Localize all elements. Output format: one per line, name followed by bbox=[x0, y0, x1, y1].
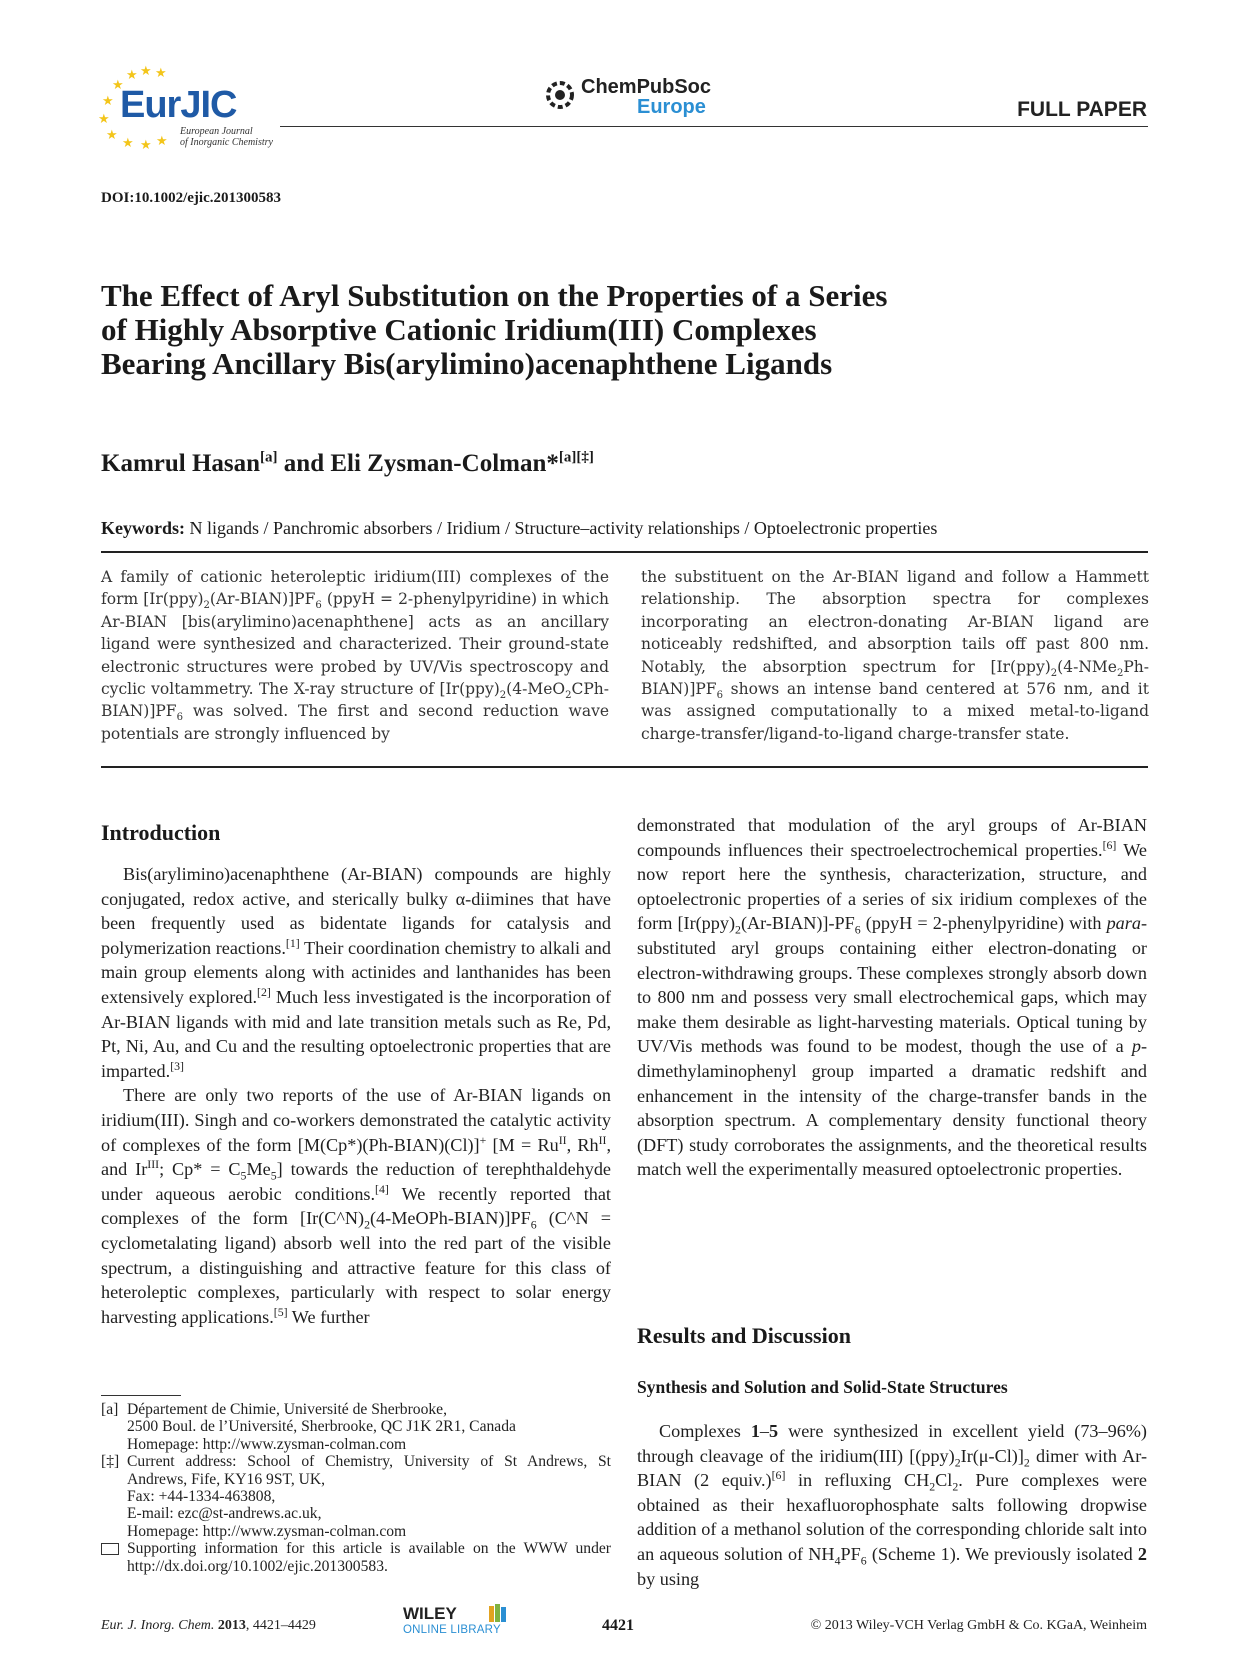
author-1: Kamrul Hasan bbox=[101, 450, 261, 477]
paragraph: Bis(arylimino)acenaphthene (Ar-BIAN) compounds are highly conjugated, redox active, and sterically bulky α-diimines that have been frequently used as bidentate ligands for catalysis and polymerization reactions.[1] Their coordination chemistry to alkali and main group elements along with actinides and lanthanides has been extensively explored.[2] Much less investigated is the incorporation of Ar-BIAN ligands with mid and late transition metals such as Re, Pd, Pt, Ni, Au, and Cu and the resulting optoelectronic properties that are imparted.[3] bbox=[101, 864, 611, 1081]
publisher-logo-line2: Europe bbox=[637, 96, 706, 118]
footnote-affiliation-current: [‡] Current address: School of Chemistry, University of St Andrews, St Andrews, Fife, KY16 9ST, UK, Fax: +44-1334-463808, E-mail: ezc@st-andrews.ac.uk, Homepage: http://www.zysman-colman.com bbox=[101, 1453, 611, 1540]
star-icon: ★ bbox=[112, 78, 124, 93]
paragraph: demonstrated that modulation of the aryl groups of Ar-BIAN compounds influences their spectroelectrochemical properties.[6] We now report here the synthesis, characterization, structure, and optoelectronic properties of a series of six iridium complexes of the form $[Ir(ppy)_2(Ar-BIAN)]-PF_6$ (ppyH = 2-phenylpyridine) with para-substituted aryl groups containing either electron-donating or electron-withdrawing groups. These complexes strongly absorb down to 800 nm and possess very small electrochemical gaps, which may make them desirable as light-harvesting materials. Optical tuning by UV/Vis methods was found to be modest, though the use of a p-dimethylaminophenyl group imparted a dramatic redshift and enhancement in the intensity of the charge-transfer bands in the absorption spectrum. A complementary density functional theory (DFT) study corroborates the assignments, and the theoretical results match well the experimentally measured optoelectronic properties. bbox=[637, 815, 1147, 1180]
star-icon: ★ bbox=[140, 64, 152, 79]
paper-title: The Effect of Aryl Substitution on the Properties of a Series of Highly Absorptive Cationic Iridium(III) Complexes Bearing Ancillary Bis(arylimino)acenaphthene Ligands bbox=[101, 278, 888, 381]
section-heading-introduction: Introduction bbox=[101, 820, 221, 845]
section-heading-results: Results and Discussion bbox=[637, 1323, 851, 1348]
keywords-label: Keywords: bbox=[101, 518, 185, 538]
footnote-supporting-info: Supporting information for this article is available on the WWW under http://dx.doi.org/10.1002/ejic.201300583. bbox=[101, 1540, 611, 1575]
paragraph: Complexes 1–5 were synthesized in excellent yield (73–96%) through cleavage of the iridium(III) $[(ppy)_2Ir(\mu-Cl)]_2$ dimer with Ar-BIAN (2 equiv.)[6] in refluxing $CH_2Cl_2$. Pure complexes were obtained as their hexafluorophosphate salts following dropwise addition of a methanol solution of the corresponding chloride salt into an aqueous solution of $NH_4PF_6$ (Scheme 1). We previously isolated 2 by using bbox=[637, 1421, 1148, 1589]
author-1-affiliation: [a] bbox=[260, 449, 278, 466]
abstract-bottom-rule bbox=[101, 766, 1148, 768]
author-conjunction: and bbox=[283, 450, 325, 477]
body-left-column bbox=[101, 862, 611, 1329]
books-icon bbox=[489, 1604, 511, 1622]
star-icon: ★ bbox=[106, 128, 118, 143]
publisher-logo-line1: ChemPubSoc bbox=[581, 76, 712, 98]
star-icon: ★ bbox=[155, 66, 167, 81]
star-icon: ★ bbox=[140, 138, 152, 153]
journal-logo-subtitle: European Journal of Inorganic Chemistry bbox=[180, 126, 273, 148]
subsection-heading-synthesis: Synthesis and Solution and Solid-State Structures bbox=[637, 1377, 1008, 1397]
page-number: 4421 bbox=[602, 1617, 634, 1634]
abstract-text: the substituent on the Ar-BIAN ligand and follow a Hammett relationship. The absorption spectra for complexes incorporating an electron-donating Ar-BIAN ligand are noticeably redshifted, and absorption tails off past 800 nm. Notably, the absorption spectrum for $[Ir(ppy)_2(4-NMe_2Ph-BIAN)]PF_6$ shows an intense band centered at 576 nm, and it was assigned computationally to a mixed metal-to-ligand charge-transfer/ligand-to-ligand charge-transfer state. bbox=[641, 568, 1149, 743]
wiley-online-library-logo: WILEY ONLINE LIBRARY bbox=[403, 1604, 513, 1644]
abstract-right bbox=[641, 566, 1149, 745]
keywords bbox=[101, 518, 1151, 539]
star-icon: ★ bbox=[126, 68, 138, 83]
keywords-list: N ligands / Panchromic absorbers / Iridium / Structure–activity relationships / Optoelectronic properties bbox=[189, 518, 938, 538]
body-right-column bbox=[637, 813, 1147, 1182]
footer-citation: Eur. J. Inorg. Chem. 2013, 4421–4429 bbox=[101, 1618, 316, 1633]
journal-logo-text: EurJIC bbox=[120, 84, 237, 126]
journal-logo bbox=[98, 64, 290, 153]
footnotes bbox=[101, 1401, 611, 1575]
authors bbox=[101, 450, 594, 478]
computer-icon bbox=[101, 1543, 119, 1555]
publisher-emblem-icon bbox=[545, 80, 575, 110]
star-icon: ★ bbox=[102, 94, 114, 109]
star-icon: ★ bbox=[122, 136, 134, 151]
copyright: © 2013 Wiley-VCH Verlag GmbH & Co. KGaA, Weinheim bbox=[810, 1618, 1147, 1633]
abstract-top-rule bbox=[101, 551, 1148, 553]
body-right-column-continued bbox=[637, 1419, 1147, 1591]
doi: DOI:10.1002/ejic.201300583 bbox=[101, 190, 281, 206]
footnote-affiliation-a: [a] Département de Chimie, Université de Sherbrooke, 2500 Boul. de l’Université, Sherbrooke, QC J1K 2R1, Canada Homepage: http://www.zysman-colman.com bbox=[101, 1401, 516, 1453]
footnote-rule bbox=[101, 1395, 181, 1396]
publisher-logo bbox=[545, 74, 735, 124]
abstract-left bbox=[101, 566, 609, 745]
star-icon: ★ bbox=[98, 112, 110, 127]
article-type: FULL PAPER bbox=[1017, 98, 1147, 121]
header-divider bbox=[280, 126, 1148, 127]
author-2-affiliation: [a][‡] bbox=[558, 449, 594, 466]
star-icon: ★ bbox=[156, 134, 168, 149]
abstract-text: A family of cationic heteroleptic iridium(III) complexes of the form $[Ir(ppy)_2(Ar-BIAN)]PF_6$ (ppyH = 2-phenylpyridine) in which Ar-BIAN [bis(arylimino)acenaphthene] acts as an ancillary ligand were synthesized and characterized. Their ground-state electronic structures were probed by UV/Vis spectroscopy and cyclic voltammetry. The X-ray structure of $[Ir(ppy)_2(4-MeO_2CPh-BIAN)]PF_6$ was solved. The first and second reduction wave potentials are strongly influenced by bbox=[101, 568, 609, 743]
paragraph: There are only two reports of the use of Ar-BIAN ligands on iridium(III). Singh and co-workers demonstrated the catalytic activity of complexes of the form [M(Cp*)(Ph-BIAN)(Cl)]+ [$M = Ru^{II}$, $Rh^{II}$, and $Ir^{III}$; $Cp* = C_5Me_5$] towards the reduction of terephthaldehyde under aqueous aerobic conditions.[4] We recently reported that complexes of the form $[Ir(C\^{}N)_2(4-MeOPh-BIAN)]PF_6$ (C^N = cyclometalating ligand) absorb well into the red part of the visible spectrum, a distinguishing and attractive feature for this class of heteroleptic complexes, particularly with respect to solar energy harvesting applications.[5] We further bbox=[101, 1085, 612, 1327]
author-2: Eli Zysman-Colman* bbox=[330, 450, 559, 477]
